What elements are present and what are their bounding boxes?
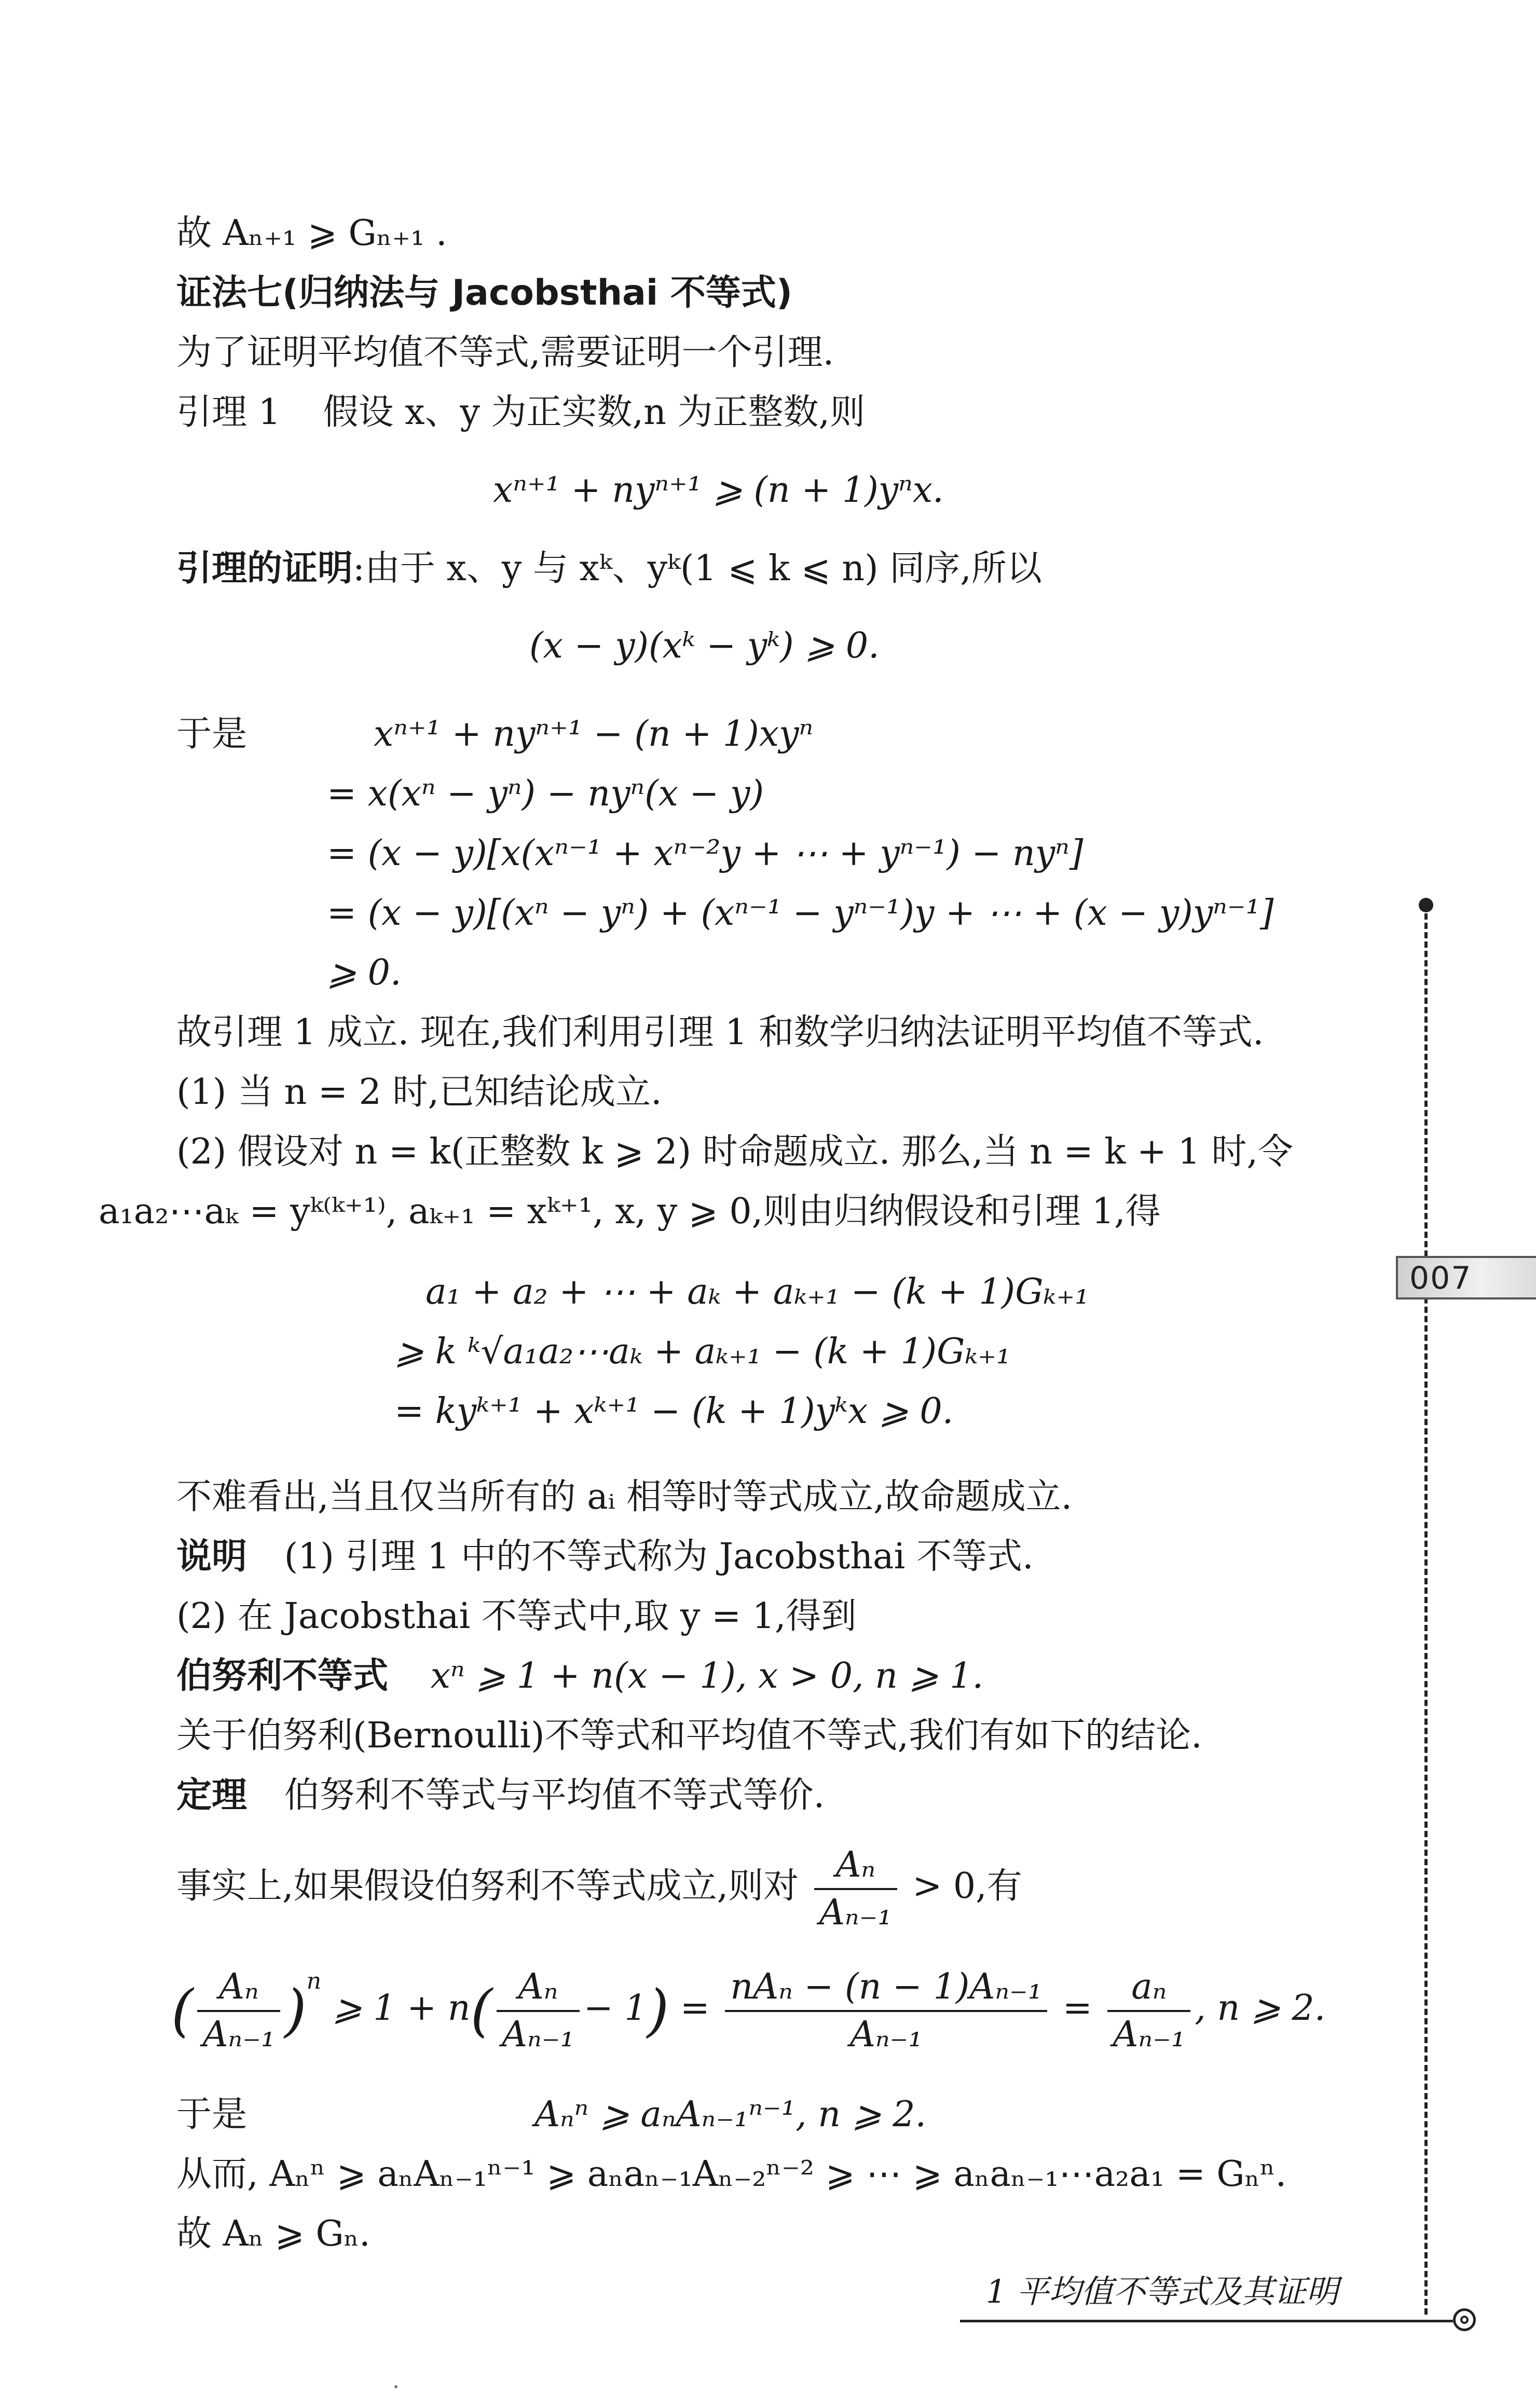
text-line-3: 为了证明平均值不等式,需要证明一个引理. [176,332,834,373]
page-number-tab [1396,1256,1536,1299]
bernoulli-formula: xⁿ ⩾ 1 + n(x − 1), x > 0, n ⩾ 1. [430,1656,984,1696]
text-line-16: a₁a₂⋯aₖ = yᵏ⁽ᵏ⁺¹⁾, aₖ₊₁ = xᵏ⁺¹, x, y ⩾ 0,则由归纳假设和引理 1,得 [99,1191,1161,1232]
fraction-2 [497,1964,580,2058]
derivation-step-4: ⩾ 0. [327,952,402,993]
derivation-step-1: = x(xⁿ − yⁿ) − nyⁿ(x − y) [327,773,764,814]
text-26-lead: 事实上,如果假设伯努利不等式成立,则对 [176,1866,799,1907]
fraction-4-num: aₙ [1107,1964,1190,2012]
footer-circle-icon [1453,2308,1476,2331]
induction-step-2: ⩾ k ᵏ√a₁a₂⋯aₖ + aₖ₊₁ − (k + 1)Gₖ₊₁ [394,1331,1011,1372]
induction-step-3: = kyᵏ⁺¹ + xᵏ⁺¹ − (k + 1)yᵏx ⩾ 0. [394,1391,954,1432]
theorem-text: 伯努利不等式与平均值不等式等价. [284,1775,825,1816]
text-line-1: 故 Aₙ₊₁ ⩾ Gₙ₊₁ . [176,213,447,254]
lemma-proof-label: 引理的证明 [176,548,353,589]
note-label: 说明 [176,1536,248,1577]
fraction-1-den: Aₙ₋₁ [202,2014,276,2055]
fraction-4-den: Aₙ₋₁ [1113,2014,1186,2055]
lemma-proof-text: :由于 x、y 与 xᵏ、yᵏ(1 ⩽ k ⩽ n) 同序,所以 [353,548,1042,589]
derivation-expr: xⁿ⁺¹ + nyⁿ⁺¹ − (n + 1)xyⁿ [374,714,814,755]
text-line-14: (1) 当 n = 2 时,已知结论成立. [176,1072,662,1113]
theorem-line [176,1770,825,1822]
text-line-20: 不难看出,当且仅当所有的 aᵢ 相等时等式成立,故命题成立. [176,1476,1073,1517]
derivation-label: 于是 [176,714,248,755]
page-number: 007 [1409,1260,1472,1296]
section-heading: 证法七(归纳法与 Jacobsthai 不等式) [176,272,792,313]
margin-dashed-line [1424,913,1428,2315]
text-line-13: 故引理 1 成立. 现在,我们利用引理 1 和数学归纳法证明平均值不等式. [176,1012,1264,1053]
text-26-tail: > 0,有 [912,1866,1022,1907]
fraction-2-den: Aₙ₋₁ [502,2014,574,2055]
formula-part-g: , n ⩾ 2. [1195,1988,1326,2029]
note-text: (1) 引理 1 中的不等式称为 Jacobsthai 不等式. [284,1536,1034,1577]
fraction-3 [725,1964,1047,2058]
note-line [176,1531,1034,1583]
lemma-label: 引理 1 [176,392,281,433]
formula-part-d: − 1 [583,1988,647,2029]
text-28-formula: Aₙⁿ ⩾ aₙAₙ₋₁ⁿ⁻¹, n ⩾ 2. [534,2094,927,2135]
formula-part-b: ⩾ 1 + n [332,1988,471,2029]
fraction-1 [197,1964,280,2058]
lemma-statement [176,387,865,439]
fraction-denominator: Aₙ₋₁ [819,1892,892,1933]
fraction-3-den: Aₙ₋₁ [849,2014,923,2055]
fraction-numerator: Aₙ [814,1842,897,1890]
bernoulli-application-formula: ( $\frac{\text{Aₙ}}{\text{Aₙ₋₁}}$ )$^n$ ⩾ 1 + n( $\frac{\text{Aₙ}}{\text{Aₙ₋₁}}$ − 1) = $\frac{\text{nAₙ − (n − 1)Aₙ₋₁}}{\text{Aₙ₋₁}}$ = $\frac{\text{aₙ}}{\text{Aₙ₋₁}}$ , n ⩾ 2. [171,1962,1325,2058]
derivation-step-2: = (x − y)[x(xⁿ⁻¹ + xⁿ⁻²y + ⋯ + yⁿ⁻¹) − nyⁿ] [327,833,1084,874]
lemma-formula: xⁿ⁺¹ + nyⁿ⁺¹ ⩾ (n + 1)yⁿx. [493,470,944,511]
running-footer: 1 平均值不等式及其证明 [986,2273,1339,2310]
bernoulli-line [176,1650,983,1702]
text-line-26 [176,1840,1022,1936]
scan-speck [394,2385,397,2388]
theorem-label: 定理 [176,1775,248,1816]
text-line-15: (2) 假设对 n = k(正整数 k ⩾ 2) 时命题成立. 那么,当 n = k + 1 时,令 [176,1131,1294,1172]
lemma-proof-line [176,542,1042,595]
text-line-22: (2) 在 Jacobsthai 不等式中,取 y = 1,得到 [176,1596,857,1637]
fraction-2-num: Aₙ [497,1964,580,2012]
fraction-ratio [814,1842,897,1936]
derivation-step-3: = (x − y)[(xⁿ − yⁿ) + (xⁿ⁻¹ − yⁿ⁻¹)y + ⋯ + (x − y)yⁿ⁻¹] [327,893,1274,934]
fraction-3-num: nAₙ − (n − 1)Aₙ₋₁ [725,1964,1047,2012]
fraction-4 [1107,1964,1190,2058]
formula-order: (x − y)(xᵏ − yᵏ) ⩾ 0. [529,625,880,666]
text-line-30: 故 Aₙ ⩾ Gₙ. [176,2213,371,2254]
text-28-label: 于是 [176,2094,248,2135]
text-line-29: 从而, Aₙⁿ ⩾ aₙAₙ₋₁ⁿ⁻¹ ⩾ aₙaₙ₋₁Aₙ₋₂ⁿ⁻² ⩾ ⋯ ⩾ aₙaₙ₋₁⋯a₂a₁ = Gₙⁿ. [176,2154,1287,2195]
induction-step-1: a₁ + a₂ + ⋯ + aₖ + aₖ₊₁ − (k + 1)Gₖ₊₁ [426,1271,1089,1312]
text-line-28 [176,2089,927,2141]
bernoulli-label: 伯努利不等式 [176,1656,389,1696]
footer-rule [960,2320,1453,2322]
text-line-24: 关于伯努利(Bernoulli)不等式和平均值不等式,我们有如下的结论. [176,1715,1202,1756]
margin-dot [1419,898,1433,912]
lemma-text: 假设 x、y 为正实数,n 为正整数,则 [323,392,866,433]
fraction-1-num: Aₙ [197,1964,280,2012]
derivation-start [176,708,814,760]
